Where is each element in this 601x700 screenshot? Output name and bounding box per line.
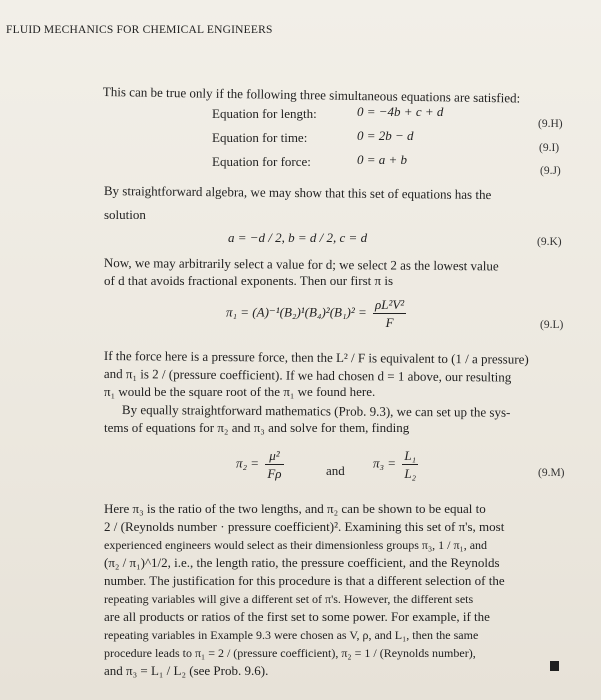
pi1-numerator: ρL²V² [374,297,405,312]
para6-line5: number. The justification for this procedure is that a different selection of the [104,573,505,588]
pi2-numerator: μ² [265,448,283,465]
para2-line2: solution [104,207,146,222]
para3-line2: of d that avoids fractional exponents. Then our first π is [104,273,394,288]
pi3-lhs: π₃ = [373,455,397,471]
eq-l-number: (9.L) [540,319,564,331]
eq-h-expression: 0 = −4b + c + d [357,104,444,119]
eq-i-number: (9.I) [539,142,560,154]
running-header: FLUID MECHANICS FOR CHEMICAL ENGINEERS [6,24,273,36]
para6-line9: procedure leads to π₁ = 2 / (pressure coefficient), π₂ = 1 / (Reynolds number), [104,646,476,660]
para5-line2: tems of equations for π₂ and π₃ and solve for them, finding [104,420,410,435]
para6-line2: 2 / (Reynolds number · pressure coefficient)². Examining this set of π's, most [104,519,505,534]
solution-expression: a = −d / 2, b = d / 2, c = d [228,230,368,245]
pi2-denominator: Fρ [267,466,282,481]
para6-line3: experienced engineers would select as their dimensionless groups π₃, 1 / π₁, and [104,538,488,552]
para6-line8: repeating variables in Example 9.3 were chosen as V, ρ, and L₁, then the same [104,628,479,642]
para6-line10: and π₃ = L₁ / L₂ (see Prob. 9.6). [104,663,269,678]
eq-j-expression: 0 = a + b [357,152,408,167]
pi2-fraction [265,448,283,481]
eq-m-number: (9.M) [538,467,565,479]
eq-h-number: (9.H) [538,118,563,130]
para6-line6: repeating variables will give a different set of π's. However, the different sets [104,592,474,606]
pi3-numerator: L₁ [404,448,417,463]
para3-line1: Now, we may arbitrarily select a value for d; we select 2 as the lowest value [103,255,499,274]
eq-j-number: (9.J) [540,165,561,177]
pi3-equation [373,448,421,481]
para4-line2: and π₁ is 2 / (pressure coefficient). If we had chosen d = 1 above, our resulting [103,366,512,385]
para4-line3: π₁ would be the square root of the π₁ we found here. [104,384,376,399]
pi2-lhs: π₂ = [236,455,260,471]
end-of-proof-square [550,661,559,671]
para6-line1: Here π₃ is the ratio of the two lengths, and π₂ can be shown to be equal to [104,501,486,516]
eq-i-expression: 0 = 2b − d [357,128,414,143]
pi1-lhs: π₁ = (A)⁻¹(B₂)¹(B₄)²(B₁)² = [226,304,367,320]
pi1-fraction [373,297,406,330]
pi1-equation [226,297,409,330]
and-word: and [326,463,345,478]
eq-h-label: Equation for length: [212,106,317,121]
pi1-denominator: F [385,315,394,330]
eq-i-label: Equation for time: [212,130,308,145]
para2-line1: By straightforward algebra, we may show that this set of equations has the [103,183,492,203]
para4-line1: If the force here is a pressure force, then the L² / F is equivalent to (1 / a pressure) [103,348,529,367]
para5-line1: By equally straightforward mathematics (Prob. 9.3), we can set up the sys- [121,402,511,420]
pi2-equation [236,448,287,481]
para6-line4: (π₂ / π₁)^1/2, i.e., the length ratio, the pressure coefficient, and the Reynolds [104,555,500,570]
intro-line: This can be true only if the following three simultaneous equations are satisfied: [102,84,521,106]
eq-j-label: Equation for force: [212,154,311,169]
para6-line7: are all products or ratios of the first set to some power. For example, if the [104,609,490,624]
eq-k-number: (9.K) [537,236,562,248]
pi3-denominator: L₂ [404,466,417,481]
pi3-fraction [402,448,418,481]
